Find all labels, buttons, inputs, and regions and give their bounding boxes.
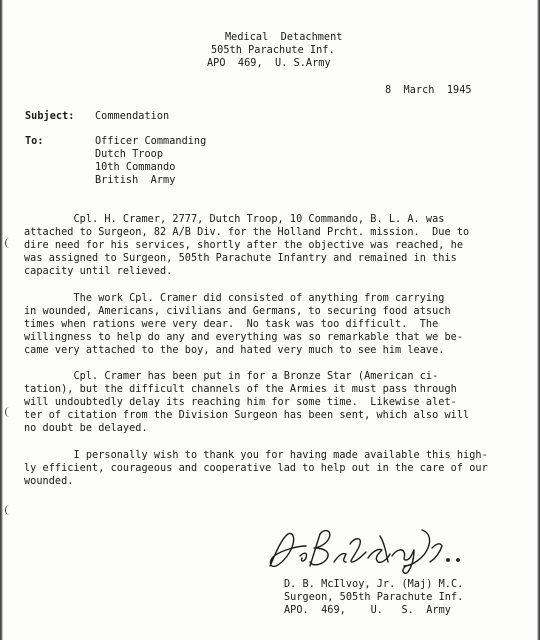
body-line: tation), but the difficult channels of the Armies it must pass through: [24, 384, 457, 395]
body-line: ly efficient, courageous and cooperative lad to help out in the care of our: [24, 463, 488, 474]
handwritten-signature: [262, 522, 472, 574]
body-line: no doubt be delayed.: [24, 423, 148, 434]
body-line: ter of citation from the Division Surgeon has been sent, which also will: [24, 410, 470, 421]
body-line: came very attached to the boy, and hated very much to see him leave.: [24, 345, 445, 356]
subject-label: Subject:: [25, 111, 75, 122]
body-line: in wounded, Americans, civilians and Germans, to securing food atsuch: [24, 306, 451, 317]
subject-value: Commendation: [95, 111, 170, 122]
header-apo: APO 469, U. S.Army: [207, 58, 331, 69]
body-line: attached to Surgeon, 82 A/B Div. for the Holland Prcht. mission. Due to: [24, 227, 470, 238]
signature-scrawl: [262, 522, 472, 574]
recipient-line: Dutch Troop: [95, 149, 164, 160]
body-line: I personally wish to thank you for having made available this high-: [24, 450, 488, 461]
body-line: The work Cpl. Cramer did consisted of anything from carrying: [24, 293, 445, 304]
body-line: Cpl. H. Cramer, 2777, Dutch Troop, 10 Commando, B. L. A. was: [24, 214, 445, 225]
recipient-line: British Army: [95, 175, 176, 186]
body-line: was assigned to Surgeon, 505th Parachute Infantry and remained in this: [24, 253, 457, 264]
body-line: will undoubtedly delay its reaching him for some time. Likewise alet-: [24, 397, 457, 408]
binder-mark: [5, 407, 13, 417]
body-line: dire need for his services, shortly after the objective was reached, he: [24, 240, 464, 251]
binder-mark: [5, 238, 13, 248]
recipient-line: 10th Commando: [95, 162, 176, 173]
signatory-apo: APO. 469, U. S. Army: [284, 605, 451, 616]
signatory-title: Surgeon, 505th Parachute Inf.: [284, 592, 464, 603]
header-regiment: 505th Parachute Inf.: [211, 45, 335, 56]
letter-date: 8 March 1945: [385, 85, 472, 96]
signatory-name: D. B. McIlvoy, Jr. (Maj) M.C.: [284, 579, 464, 590]
binder-mark: [5, 505, 13, 515]
body-line: wounded.: [24, 476, 74, 487]
body-line: times when rations were very dear. No task was too difficult. The: [24, 319, 439, 330]
recipient-line: Officer Commanding: [95, 136, 207, 147]
left-page-edge: [0, 0, 3, 640]
header-unit: Medical Detachment: [225, 32, 343, 43]
body-line: willingness to help do any and everything was so remarkable that we be-: [24, 332, 464, 343]
to-label: To:: [25, 136, 44, 147]
body-line: capacity until relieved.: [24, 266, 173, 277]
body-line: Cpl. Cramer has been put in for a Bronze Star (American ci-: [24, 371, 439, 382]
